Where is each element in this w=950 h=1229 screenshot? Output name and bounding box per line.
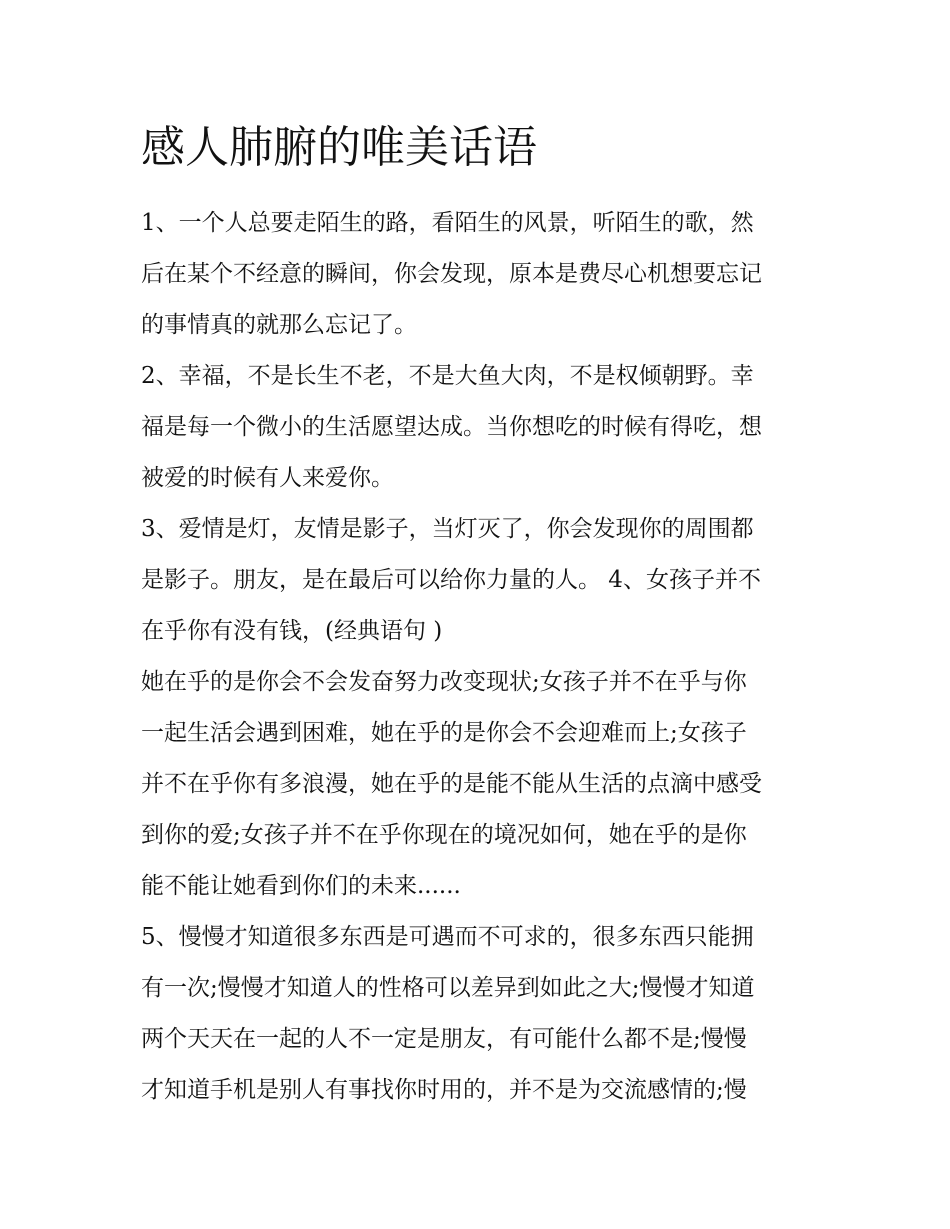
text-line: 后在某个不经意的瞬间，你会发现，原本是费尽心机想要忘记 [141, 261, 762, 287]
document-body [141, 198, 821, 1116]
text-line: 1、一个人总要走陌生的路，看陌生的风景，听陌生的歌，然 [141, 210, 754, 236]
text-line: 到你的爱;女孩子并不在乎你现在的境况如何，她在乎的是你 [141, 822, 747, 848]
document-title: 感人肺腑的唯美话语 [141, 122, 537, 173]
text-line: 的事情真的就那么忘记了。 [141, 312, 417, 338]
text-line: 她在乎的是你会不会发奋努力改变现状;女孩子并不在乎与你 [141, 669, 747, 695]
text-line: 被爱的时候有人来爱你。 [141, 465, 394, 491]
text-line: 在乎你有没有钱，(经典语句 ) [141, 618, 443, 644]
text-line: 能不能让她看到你们的未来...... [141, 873, 461, 899]
text-line: 两个天天在一起的人不一定是朋友，有可能什么都不是;慢慢 [141, 1026, 747, 1052]
text-line: 5、慢慢才知道很多东西是可遇而不可求的，很多东西只能拥 [141, 924, 754, 950]
text-line: 才知道手机是别人有事找你时用的，并不是为交流感情的;慢 [141, 1077, 747, 1103]
text-line: 福是每一个微小的生活愿望达成。当你想吃的时候有得吃，想 [141, 414, 762, 440]
text-line: 并不在乎你有多浪漫，她在乎的是能不能从生活的点滴中感受 [141, 771, 762, 797]
text-line: 有一次;慢慢才知道人的性格可以差异到如此之大;慢慢才知道 [141, 975, 755, 1001]
text-line: 3、爱情是灯，友情是影子，当灯灭了，你会发现你的周围都 [141, 516, 754, 542]
text-line: 是影子。朋友，是在最后可以给你力量的人。 4、女孩子并不 [141, 567, 761, 593]
text-line: 一起生活会遇到困难，她在乎的是你会不会迎难而上;女孩子 [141, 720, 747, 746]
text-line: 2、幸福，不是长生不老，不是大鱼大肉，不是权倾朝野。幸 [141, 363, 754, 389]
